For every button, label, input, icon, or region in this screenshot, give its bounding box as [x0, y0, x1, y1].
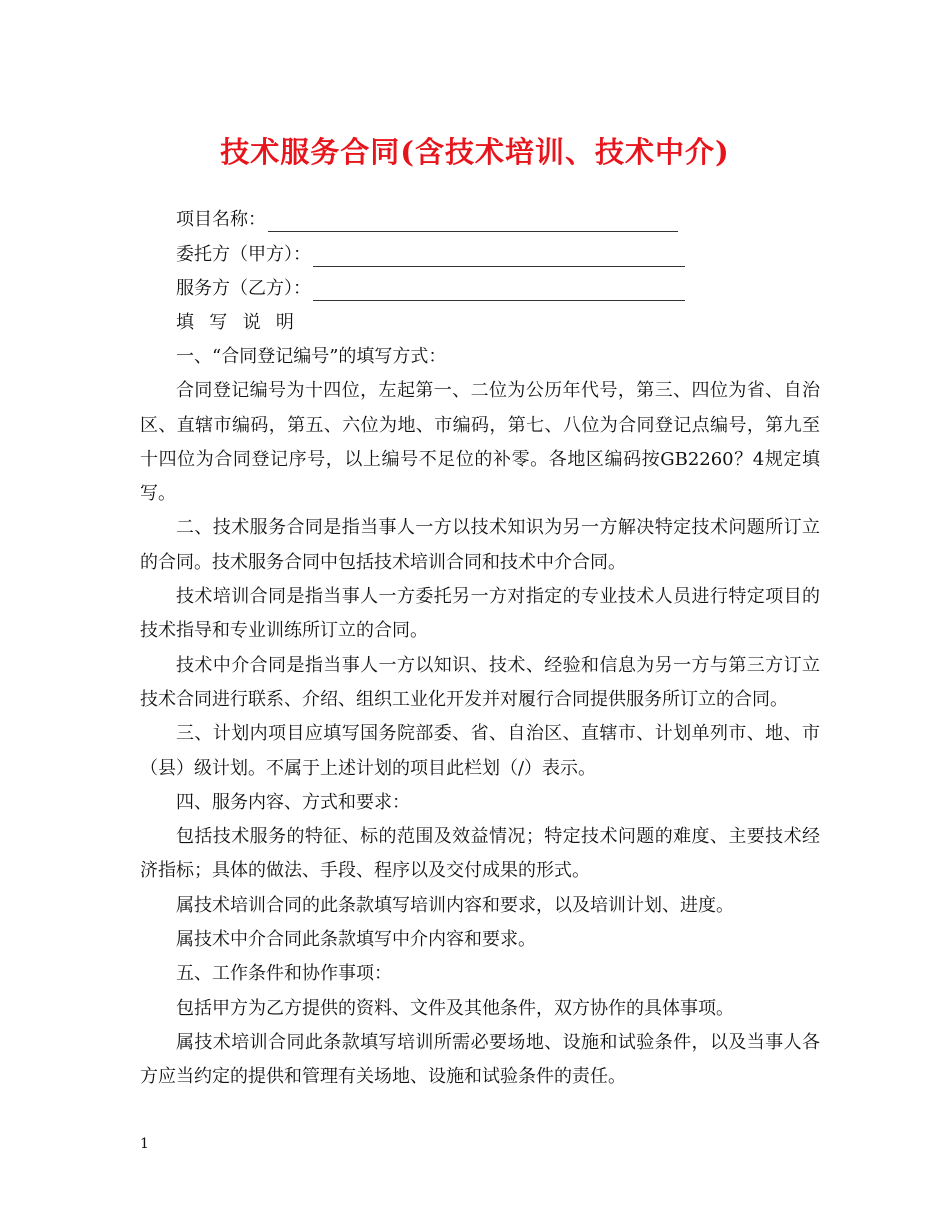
paragraph: 技术中介合同是指当事人一方以知识、技术、经验和信息为另一方与第三方订立技术合同进行联系、介绍、组织工业化开发并对履行合同提供服务所订立的合同。 [140, 654, 820, 710]
project-name-blank-line[interactable] [268, 213, 678, 232]
instructions-heading: 填写说明 [176, 312, 310, 333]
service-party-label: 服务方（乙方）： [176, 278, 311, 299]
service-party-field [176, 277, 685, 301]
paragraph: 二、技术服务合同是指当事人一方以技术知识为另一方解决特定技术问题所订立的合同。技术服务合同中包括技术培训合同和技术中介合同。 [140, 517, 820, 573]
client-party-field [176, 243, 685, 267]
paragraph: 属技术中介合同此条款填写中介内容和要求。 [176, 929, 536, 951]
page-number: 1 [140, 1136, 149, 1152]
paragraph: 三、计划内项目应填写国务院部委、省、自治区、直辖市、计划单列市、地、市（县）级计划。不属于上述计划的项目此栏划（/）表示。 [140, 723, 820, 779]
paragraph: 一、“合同登记编号”的填写方式： [176, 346, 447, 367]
client-party-blank-line[interactable] [313, 248, 685, 267]
paragraph: 属技术培训合同的此条款填写培训内容和要求，以及培训计划、进度。 [176, 894, 734, 916]
paragraph: 包括技术服务的特征、标的范围及效益情况；特定技术问题的难度、主要技术经济指标；具体的做法、手段、程序以及交付成果的形式。 [140, 826, 820, 882]
paragraph: 五、工作条件和协作事项： [176, 963, 392, 985]
paragraph: 属技术培训合同此条款填写培训所需必要场地、设施和试验条件，以及当事人各方应当约定的提供和管理有关场地、设施和试验条件的责任。 [140, 1031, 820, 1088]
paragraph: 技术培训合同是指当事人一方委托另一方对指定的专业技术人员进行特定项目的技术指导和专业训练所订立的合同。 [140, 586, 820, 642]
paragraph: 包括甲方为乙方提供的资料、文件及其他条件，双方协作的具体事项。 [176, 997, 734, 1019]
project-name-field [176, 208, 678, 232]
project-name-label: 项目名称： [176, 209, 266, 230]
service-party-blank-line[interactable] [313, 282, 685, 301]
paragraph: 四、服务内容、方式和要求： [176, 791, 410, 813]
document-body [140, 340, 820, 1095]
paragraph: 合同登记编号为十四位，左起第一、二位为公历年代号，第三、四位为省、自治区、直辖市编码，第五、六位为地、市编码，第七、八位为合同登记点编号，第九至十四位为合同登记序号，以上编号不足位的补零。各地区编码按GB2260？4规定填写。 [140, 380, 820, 505]
client-party-label: 委托方（甲方）： [176, 244, 311, 265]
document-title: 技术服务合同(含技术培训、技术中介) [220, 135, 730, 169]
